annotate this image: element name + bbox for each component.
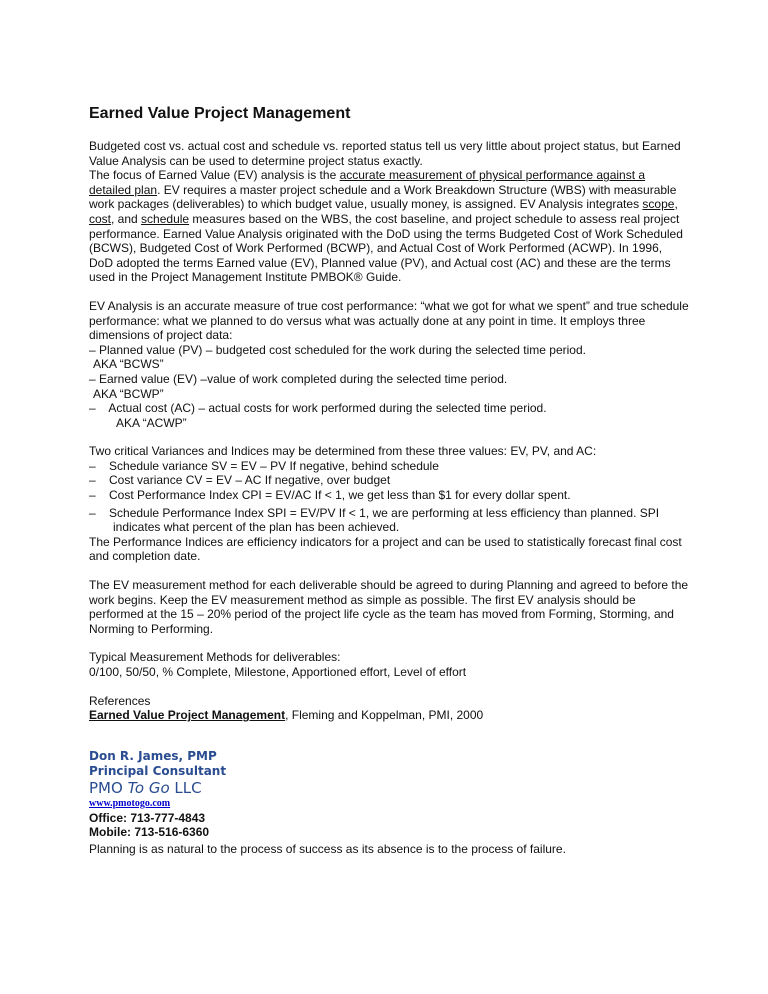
reference-details: , Fleming and Koppelman, PMI, 2000 — [285, 708, 484, 723]
references-heading: References — [89, 693, 151, 708]
scope-link[interactable]: scope — [642, 197, 675, 212]
intro-text-c: measures based on the WBS, the cost baseline, and project schedule to assess real project performance. Earned Value Analysis originated with the DoD using the terms Budgeted Cost of Work Scheduled (BCWS), Budgeted Cost of Work Performed (BCWP), and Actual Cost of Work Performed (ACWP). In 1996, DoD adopted the terms Earned value (EV), Planned value (PV), and Actual cost (AC) and these are the terms used in the Project Management Institute PMBOK® Guide. — [89, 211, 683, 285]
company-text-a: PMO — [89, 778, 128, 797]
intro-and: , and — [111, 211, 142, 226]
earned-value-line: – Earned value (EV) –value of work completed during the selected time period. — [89, 371, 508, 386]
document-page — [89, 104, 689, 856]
variance-item: – Cost variance CV = EV – AC If negative, over budget — [89, 473, 391, 488]
actual-cost-line: – Actual cost (AC) – actual costs for work performed during the selected time period. — [89, 401, 547, 416]
cost-link[interactable]: cost — [89, 211, 112, 226]
mobile-phone: Mobile: 713-516-6360 — [89, 824, 210, 839]
actual-cost-aka: AKA “ACWP” — [116, 415, 187, 430]
variance-item: – Cost Performance Index CPI = EV/AC If < 1, we get less than $1 for every dollar spent. — [89, 488, 571, 503]
variance-item: – Schedule variance SV = EV – PV If negative, behind schedule — [89, 458, 439, 473]
document-title: Earned Value Project Management — [89, 105, 351, 122]
closing-quote: Planning is as natural to the process of success as its absence is to the process of failure. — [89, 841, 566, 856]
signature-company — [89, 779, 689, 797]
schedule-link[interactable]: schedule — [141, 211, 190, 226]
accurate-measurement-link[interactable]: accurate measurement of physical performance against a detailed plan — [89, 168, 646, 197]
methods-heading: Typical Measurement Methods for deliverables: — [89, 650, 341, 665]
reference-entry — [89, 708, 689, 723]
planned-value-line: – Planned value (PV) – budgeted cost scheduled for the work during the selected time period. — [89, 342, 586, 357]
ev-analysis-paragraph: EV Analysis is an accurate measure of true cost performance: “what we got for what we spent” and true schedule performance: what we planned to do versus what was actually done at any point in time. It employs three dimensions of project data: — [89, 298, 689, 343]
planned-value-aka: AKA “BCWS” — [93, 357, 164, 372]
company-text-c: LLC — [169, 778, 202, 797]
intro-paragraph-1: Budgeted cost vs. actual cost and schedule vs. reported status tell us very little about project status, but Earned Value Analysis can be used to determine project status exactly. — [89, 139, 681, 168]
methods-list: 0/100, 50/50, % Complete, Milestone, Apportioned effort, Level of effort — [89, 665, 467, 679]
variances-closing: The Performance Indices are efficiency indicators for a project and can be used to statistically forecast final cost and completion date. — [89, 534, 682, 564]
website-link[interactable]: www.pmotogo.com — [89, 797, 171, 809]
reference-book-title: Earned Value Project Management — [89, 708, 286, 723]
intro-text-b: . EV requires a master project schedule and a Work Breakdown Structure (WBS) with measurable work packages (deliverables) to which budget value, usually money, is assigned. EV Analysis integrates — [89, 182, 677, 212]
signature-name: Don R. James, PMP — [89, 748, 217, 763]
signature-title: Principal Consultant — [89, 763, 227, 778]
variances-intro: Two critical Variances and Indices may be determined from these three values: EV, PV, and AC: — [89, 444, 597, 459]
company-text-b: To Go — [127, 778, 170, 797]
earned-value-aka: AKA “BCWP” — [93, 386, 164, 401]
intro-paragraph-2 — [89, 168, 689, 285]
intro-comma: , — [674, 197, 678, 212]
measurement-paragraph: The EV measurement method for each deliverable should be agreed to during Planning and agreed to before the work begins. Keep the EV measurement method as simple as possible. The first EV analysis should be performed at the 15 – 20% period of the project life cycle as the team has moved from Forming, Storming, and Norming to Performing. — [89, 578, 689, 636]
variance-item: – Schedule Performance Index SPI = EV/PV If < 1, we are performing at less efficiency than planned. SPI indicates what percent of the plan has been achieved. — [89, 505, 660, 535]
intro-text-a: The focus of Earned Value (EV) analysis is the — [89, 168, 340, 183]
office-phone: Office: 713-777-4843 — [89, 810, 206, 825]
